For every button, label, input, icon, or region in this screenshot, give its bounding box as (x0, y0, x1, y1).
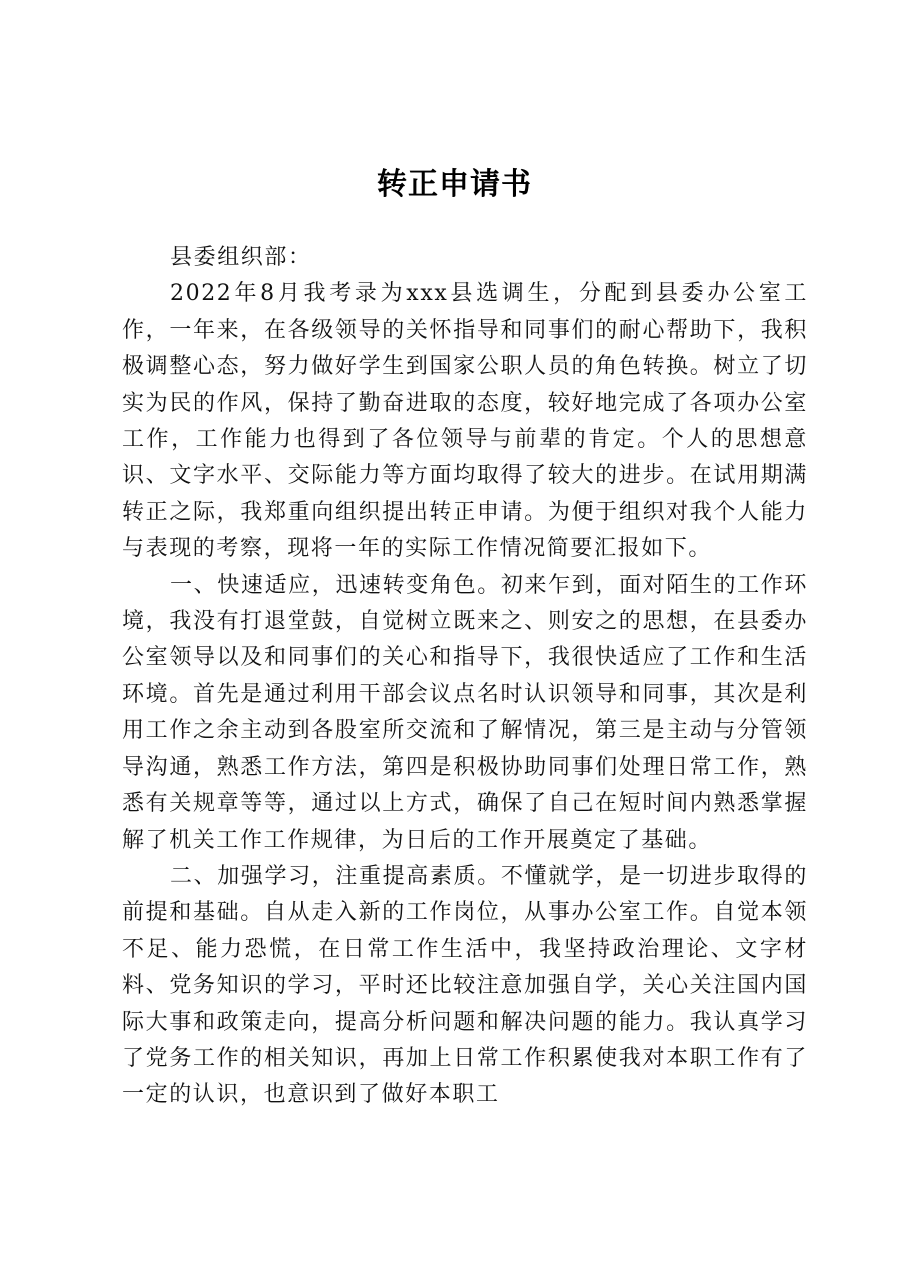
paragraph-section-one: 一、快速适应，迅速转变角色。初来乍到，面对陌生的工作环境，我没有打退堂鼓，自觉树立既来之、则安之的思想，在县委办公室领导以及和同事们的关心和指导下，我很快适应了工作和生活环境。首先是通过利用干部会议点名时认识领导和同事，其次是利用工作之余主动到各股室所交流和了解情况，第三是主动与分管领导沟通，熟悉工作方法，第四是积极协助同事们处理日常工作，熟悉有关规章等等，通过以上方式，确保了自己在短时间内熟悉掌握解了机关工作工作规律，为日后的工作开展奠定了基础。 (122, 572, 808, 853)
paragraph-section-two: 二、加强学习，注重提高素质。不懂就学，是一切进步取得的前提和基础。自从走入新的工作岗位，从事办公室工作。自觉本领不足、能力恐慌，在日常工作生活中，我坚持政治理论、文字材料、党务知识的学习，平时还比较注意加强自学，关心关注国内国际大事和政策走向，提高分析问题和解决问题的能力。我认真学习了党务工作的相关知识，再加上日常工作积累使我对本职工作有了一定的认识，也意识到了做好本职工 (122, 863, 808, 1108)
salutation: 县委组织部： (170, 245, 312, 270)
document-body (122, 240, 808, 1114)
paragraph-intro: 2022年8月我考录为xxx县选调生，分配到县委办公室工作，一年来，在各级领导的关怀指导和同事们的耐心帮助下，我积极调整心态，努力做好学生到国家公职人员的角色转换。树立了切实为民的作风，保持了勤奋进取的态度，较好地完成了各项办公室工作，工作能力也得到了各位领导与前辈的肯定。个人的思想意识、文字水平、交际能力等方面均取得了较大的进步。在试用期满转正之际，我郑重向组织提出转正申请。为便于组织对我个人能力与表现的考察，现将一年的实际工作情况简要汇报如下。 (122, 281, 808, 562)
document-title: 转正申请书 (377, 167, 532, 202)
